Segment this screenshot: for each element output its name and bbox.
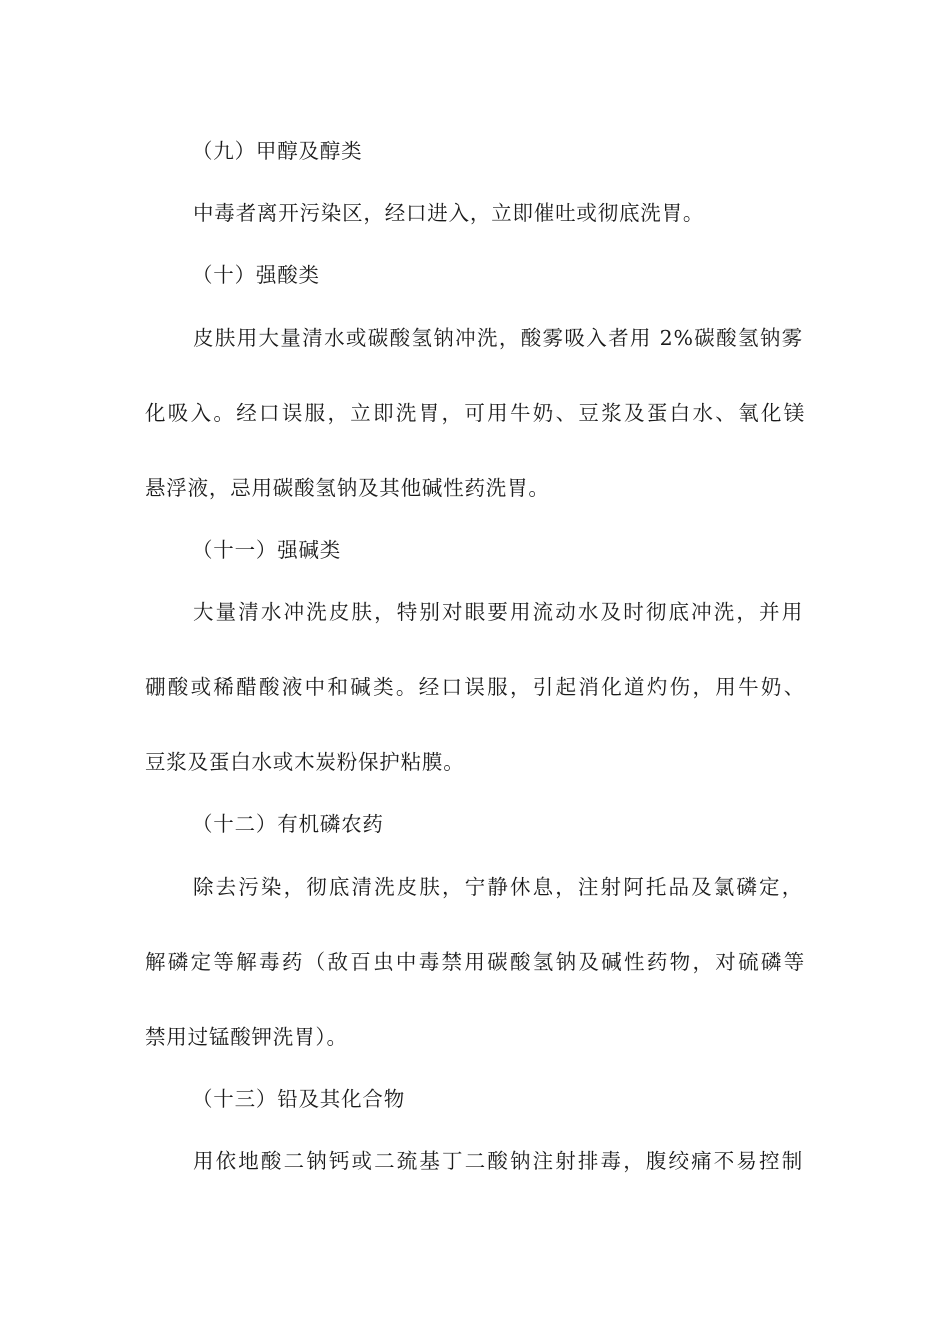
- section-heading-9: （九）甲醇及醇类: [192, 139, 363, 163]
- section-10-paragraph-line-1: 皮肤用大量清水或碳酸氢钠冲洗，酸雾吸入者用 2%碳酸氢钠雾: [193, 326, 803, 350]
- section-12-paragraph-line-1: 除去污染，彻底清洗皮肤，宁静休息，注射阿托品及氯磷定，: [193, 875, 803, 899]
- section-10-paragraph-line-2: 化吸入。经口误服，立即洗胃，可用牛奶、豆浆及蛋白水、氧化镁: [145, 401, 805, 425]
- section-12-paragraph-line-2: 解磷定等解毒药（敌百虫中毒禁用碳酸氢钠及碱性药物，对硫磷等: [145, 950, 805, 974]
- section-10-paragraph-line-3: 悬浮液，忌用碳酸氢钠及其他碱性药洗胃。: [145, 476, 550, 500]
- section-heading-10: （十）强酸类: [192, 263, 320, 287]
- section-heading-13: （十三）铅及其化合物: [192, 1087, 405, 1111]
- section-heading-11: （十一）强碱类: [192, 538, 342, 562]
- section-11-paragraph-line-1: 大量清水冲洗皮肤，特别对眼要用流动水及时彻底冲洗，并用: [193, 600, 803, 624]
- section-11-paragraph-line-3: 豆浆及蛋白水或木炭粉保护粘膜。: [145, 750, 465, 774]
- section-13-paragraph-line-1: 用依地酸二钠钙或二巯基丁二酸钠注射排毒，腹绞痛不易控制: [193, 1149, 803, 1173]
- section-12-paragraph-line-3: 禁用过锰酸钾洗胃）。: [145, 1025, 348, 1049]
- section-9-paragraph-line-1: 中毒者离开污染区，经口进入，立即催吐或彻底洗胃。: [193, 201, 705, 225]
- section-11-paragraph-line-2: 硼酸或稀醋酸液中和碱类。经口误服，引起消化道灼伤，用牛奶、: [145, 675, 805, 699]
- section-heading-12: （十二）有机磷农药: [192, 812, 384, 836]
